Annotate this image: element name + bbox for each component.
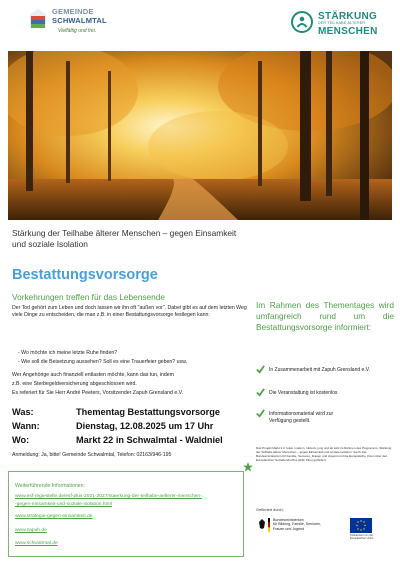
when-label: Wann: bbox=[12, 421, 40, 431]
logo-schwalmtal-text: SCHWALMTAL bbox=[52, 16, 107, 25]
gemeinde-schwalmtal-logo bbox=[28, 6, 118, 40]
paragraph-line: Es referiert für Sie Herr André Peeters, Vorsitzender Zapuh Grensland e.V. bbox=[12, 389, 184, 396]
tagline: Vorkehrungen treffen für das Lebensende bbox=[12, 292, 165, 302]
ministry-name bbox=[273, 518, 321, 531]
funded-by-label: Gefördert durch: bbox=[256, 508, 284, 512]
logo-line-1: STÄRKUNG bbox=[318, 11, 378, 22]
schwalmtal-emblem-icon bbox=[28, 8, 48, 30]
ministry-line: Bundesministerium bbox=[273, 518, 304, 522]
links-heading: Weiterführende Informationen: bbox=[15, 483, 85, 489]
program-note: Das Projekt Markt 2.2: lokal, modern, inklusiv, jung und alt wird im Rahmen des Programms „Stärkung der Teilhabe älterer Menschen – gegen Einsamkeit und soziale Isolation“ durch das Bundesministerium für Familie, Senioren, Frauen und Jugend und die Europäische Union über den Europäischen Sozialfonds Plus (ESF Plus) gefördert. bbox=[256, 446, 392, 462]
logo-line-3: MENSCHEN bbox=[318, 26, 378, 37]
speaker-paragraph bbox=[12, 371, 250, 397]
registration-text: Anmeldung: Ja, bitte! Gemeinde Schwalmtal, Telefon: 02163/946-195 bbox=[12, 452, 172, 458]
autumn-forest-photo bbox=[8, 51, 392, 220]
when-value: Dienstag, 12.08.2025 um 17 Uhr bbox=[76, 421, 214, 431]
eu-flag-icon bbox=[350, 518, 372, 533]
german-flag-icon bbox=[268, 518, 270, 532]
star-icon bbox=[243, 462, 253, 472]
where-value: Markt 22 in Schwalmtal - Waldniel bbox=[76, 435, 223, 445]
links-box bbox=[8, 471, 244, 557]
ministry-logo bbox=[258, 518, 342, 540]
checklist-text: Die Veranstaltung ist kostenlos bbox=[269, 390, 338, 396]
where-label: Wo: bbox=[12, 435, 30, 445]
link-zapuh[interactable]: www.zapuh.de bbox=[15, 528, 47, 533]
question-list bbox=[18, 349, 258, 367]
eu-caption-line: Europäischen Union bbox=[350, 537, 374, 540]
people-circle-icon bbox=[290, 10, 314, 34]
link-schwalmtal[interactable]: www.schwalmtal.de bbox=[15, 541, 58, 546]
ministry-line: Frauen und Jugend bbox=[273, 526, 305, 531]
question-item: - Wo möchte ich meine letzte Ruhe finden? bbox=[18, 350, 118, 356]
checklist-text: In Zusammenarbeit mit Zapuh Grensland e.V. bbox=[269, 367, 370, 373]
staerkung-logo bbox=[290, 8, 394, 42]
link-esf-continued[interactable]: -gegen-einsamkeit-und-soziale-isolation.html bbox=[15, 502, 113, 507]
what-value: Thementag Bestattungsvorsorge bbox=[76, 407, 220, 417]
paragraph-line: z.B. eine Sterbegeldversicherung abgeschlossen wird. bbox=[12, 380, 137, 387]
eu-caption bbox=[350, 534, 390, 540]
link-esf[interactable]: www.esf-regiestelle.de/esf-plus-2021-2027/staerkung-der-teilhabe-aelterer-menschen- bbox=[15, 494, 202, 499]
paragraph-line: Wer Angehörige auch finanziell entlasten möchte, kann das tun, indem bbox=[12, 372, 174, 378]
intro-paragraph: Der Tod gehört zum Leben und doch lassen wir ihn oft "außen vor". Dabei gibt es auf dem letzten Weg viele Dinge zu entscheiden, die man z.B. in einer Bestattungsvorsorge festlegen kann: bbox=[12, 305, 247, 318]
checkmark-icon bbox=[256, 388, 265, 397]
right-intro-text: Im Rahmen des Thementages wird umfangreich rund um die Bestattungsvorsorge informiert: bbox=[256, 300, 394, 332]
question-item: - Wie soll die Beisetzung aussehen? Soll es eine Trauerfeier geben? usw. bbox=[18, 359, 187, 365]
logo-line-2: DER TEILHABE ÄLTERER bbox=[318, 21, 366, 25]
eu-logo bbox=[350, 518, 376, 540]
logo-gemeinde-text: GEMEINDE bbox=[52, 7, 94, 16]
main-title: Bestattungsvorsorge bbox=[12, 267, 158, 283]
checkmark-icon bbox=[256, 365, 265, 374]
checklist-text: Informationsmaterial wird zur Verfügung gestellt. bbox=[269, 411, 334, 424]
federal-eagle-icon bbox=[258, 518, 266, 530]
eu-caption-line: Kofinanziert von der bbox=[350, 534, 374, 537]
link-strategie[interactable]: www.strategie-gegen-einsamkeit.de bbox=[15, 514, 93, 519]
subtitle: Stärkung der Teilhabe älterer Menschen – gegen Einsamkeit und soziale Isolation bbox=[12, 228, 237, 249]
checkmark-icon bbox=[256, 409, 265, 418]
what-label: Was: bbox=[12, 407, 34, 417]
ministry-line: für Bildung, Familie, Senioren, bbox=[273, 522, 322, 527]
logo-slogan: Vielfältig und frei. bbox=[58, 28, 97, 34]
